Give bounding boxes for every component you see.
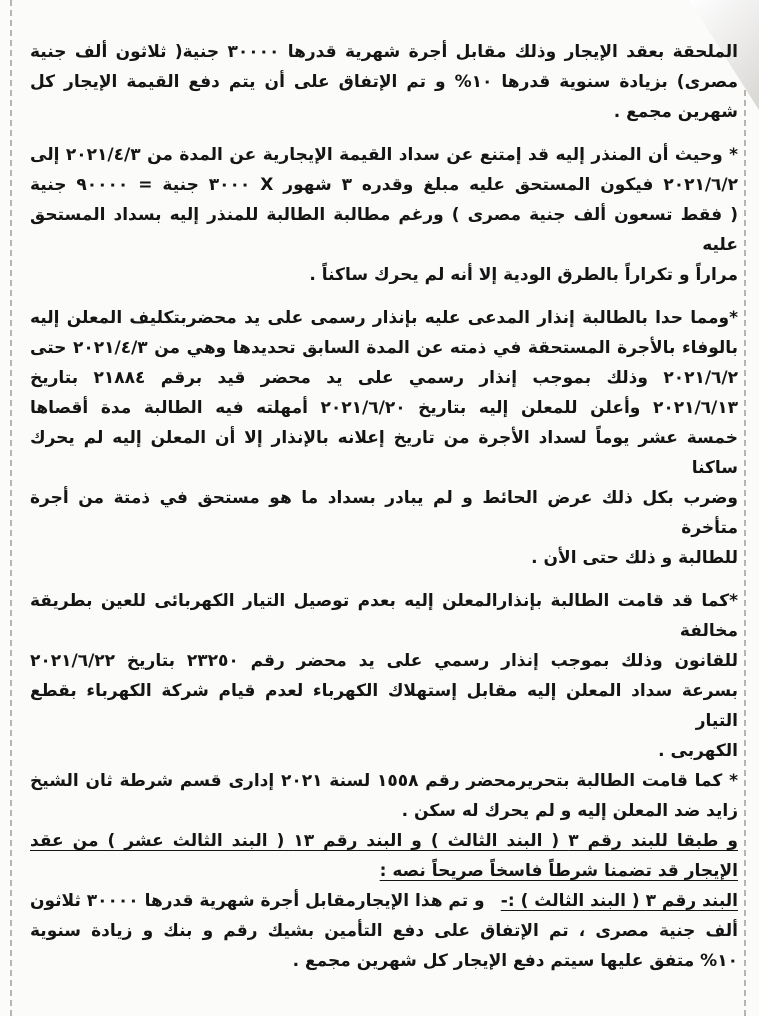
text-line: بسرعة سداد المعلن إليه مقابل إستهلاك الكهرباء لعدم قيام شركة الكهرباء بقطع التيار (30, 681, 738, 731)
text-line: ١٠% متفق عليها سيتم دفع الإيجار كل شهرين مجمع . (292, 951, 738, 971)
text-line: ٢٠٢١/٦/١٣ وأعلن للمعلن إليه بتاريخ ٢٠٢١/٦/٢٠ أمهلته فيه الطالبة مدة أقصاها (30, 398, 738, 418)
text-line: ألف جنية مصرى ، تم الإتفاق على دفع التأمين بشيك رقم و بنك و زيادة سنوية (30, 921, 738, 941)
text-line: زايد ضد المعلن إليه و لم يحرك له سكن . (401, 801, 738, 821)
text-line: للطالبة و ذلك حتى الأن . (531, 548, 738, 568)
text-line: *ومما حدا بالطالبة إنذار المدعى عليه بإنذار رسمى على يد محضربتكليف المعلن إليه (30, 308, 738, 328)
underlined-text-line: الإيجار قد تضمنا شرطاً فاسخاً صريحاً نصه : (379, 861, 738, 881)
text-line: بالوفاء بالأجرة المستحقة في ذمته عن المدة السابق تحديدها وهي من ٢٠٢١/٤/٣ حتى (30, 338, 739, 358)
text-line: * وحيث أن المنذر إليه قد إمتنع عن سداد القيمة الإيجارية عن المدة من ٢٠٢١/٤/٣ إلى (30, 145, 739, 165)
text-line: مراراً و تكراراً بالطرق الودية إلا أنه لم يحرك ساكناً . (309, 265, 738, 285)
text-line: وضرب بكل ذلك عرض الحائط و لم يبادر بسداد ما هو مستحق في ذمتة من أجرة متأخرة (30, 488, 738, 538)
text-line: شهرين مجمع . (613, 102, 738, 122)
clause-line (30, 886, 738, 916)
clause-text: و تم هذا الإيجارمقابل أجرة شهرية قدرها ٣٠٠٠٠ ثلاثون (30, 891, 485, 911)
text-line: للقانون وذلك بموجب إنذار رسمي على يد محضر رقم ٢٣٢٥٠ بتاريخ ٢٠٢١/٦/٢٢ (30, 651, 738, 671)
page-border-right (744, 0, 746, 1016)
text-line: ٢٠٢١/٦/٢ فيكون المستحق عليه مبلغ وقدره ٣ شهور X ٣٠٠٠ جنية = ٩٠٠٠٠ جنية (30, 175, 739, 195)
page-border-left (10, 0, 12, 1016)
text-line: الكهربى . (658, 741, 738, 761)
text-line: * كما قامت الطالبة بتحريرمحضر رقم ١٥٥٨ لسنة ٢٠٢١ إدارى قسم شرطة ثان الشيخ (30, 771, 738, 791)
underlined-text-line: و طبقا للبند رقم ٣ ( البند الثالث ) و البند رقم ١٣ ( البند الثالث عشر ) من عقد (30, 831, 738, 851)
text-line: مصرى) بزيادة سنوية قدرها ١٠% و تم الإتفاق على أن يتم دفع القيمة الإيجار كل (30, 72, 739, 92)
text-line: ٢٠٢١/٦/٢ وذلك بموجب إنذار رسمي على يد محضر قيد برقم ٢١٨٨٤ بتاريخ (30, 368, 738, 388)
text-line: ( فقط تسعون ألف جنية مصرى ) ورغم مطالبة الطالبة للمنذر إليه بسداد المستحق عليه (30, 205, 738, 255)
text-line: الملحقة بعقد الإيجار وذلك مقابل أجرة شهرية قدرها ٣٠٠٠٠ جنية( ثلاثون ألف جنية (30, 42, 739, 62)
text-line: *كما قد قامت الطالبة بإنذارالمعلن إليه بعدم توصيل التيار الكهربائى للعين بطريقة مخالفة (30, 591, 738, 641)
text-line: خمسة عشر يوماً لسداد الأجرة من تاريخ إعلانه بالإنذار إلا أن المعلن إليه لم يحرك ساكنا (30, 428, 738, 478)
clause-heading: البند رقم ٣ ( البند الثالث ) :- (500, 891, 738, 911)
